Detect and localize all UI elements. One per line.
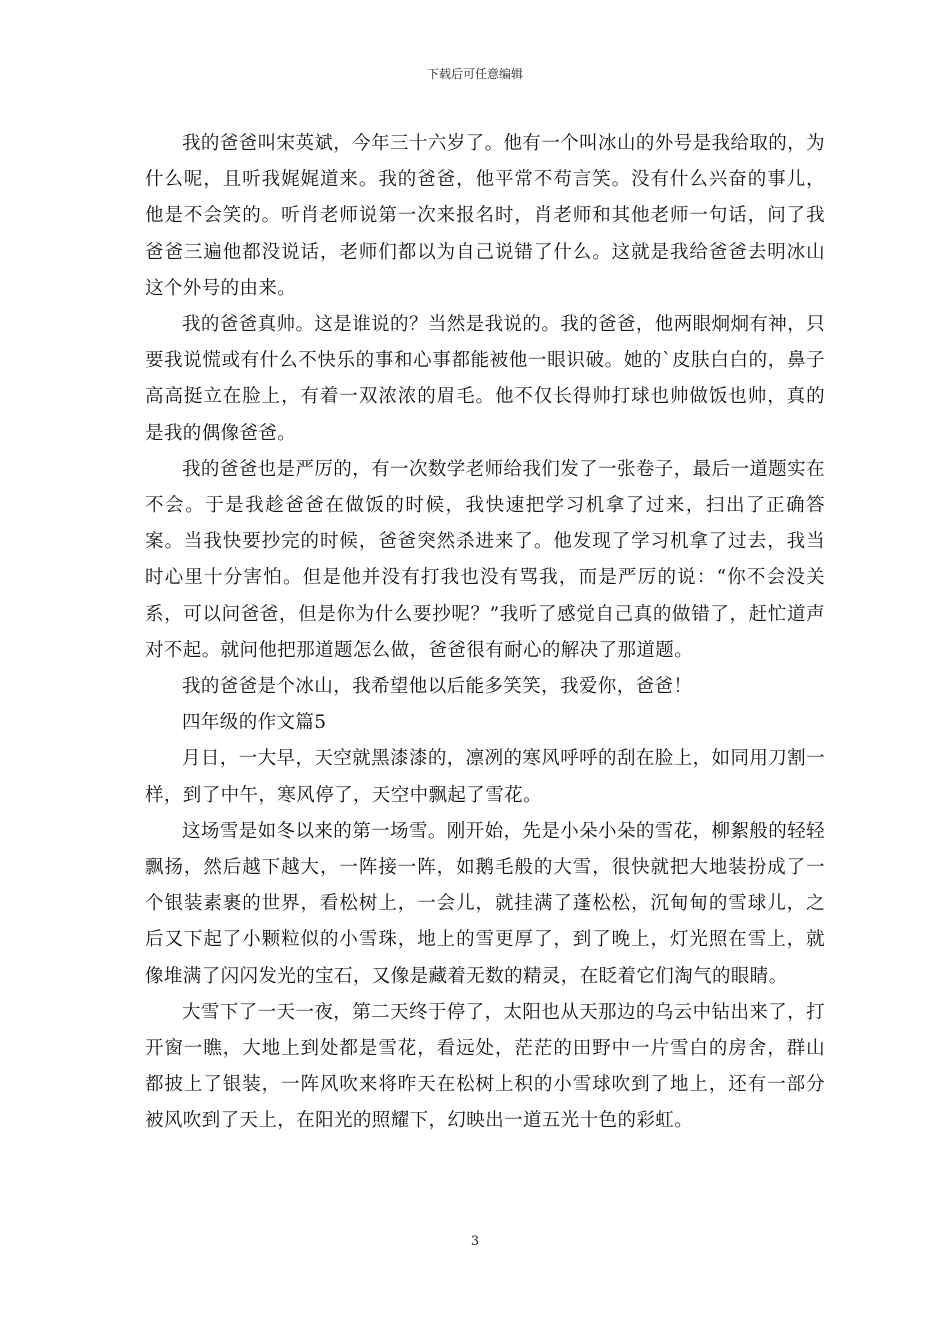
paragraph-4: 我的爸爸是个冰山，我希望他以后能多笑笑，我爱你，爸爸！ xyxy=(182,676,693,698)
paragraph-5: 月日，一大早，天空就黑漆漆的，凛冽的寒风呼呼的刮在脸上，如同用刀割一样，到了中午，寒风停了，天空中飘起了雪花。 xyxy=(145,748,825,806)
section-title: 四年级的作文篇5 xyxy=(182,712,327,734)
document-body xyxy=(145,126,825,1140)
paragraph-7: 大雪下了一天一夜，第二天终于停了，太阳也从天那边的乌云中钻出来了，打开窗一瞧，大地上到处都是雪花，看远处，茫茫的田野中一片雪白的房舍，群山都披上了银装，一阵风吹来将昨天在松树上积的小雪球吹到了地上，还有一部分被风吹到了天上，在阳光的照耀下，幻映出一道五光十色的彩虹。 xyxy=(145,1001,825,1132)
paragraph-1: 我的爸爸叫宋英斌，今年三十六岁了。他有一个叫冰山的外号是我给取的，为什么呢，且听我娓娓道来。我的爸爸，他平常不苟言笑。没有什么兴奋的事儿，他是不会笑的。听肖老师说第一次来报名时，肖老师和其他老师一句话，问了我爸爸三遍他都没说话，老师们都以为自己说错了什么。这就是我给爸爸去明冰山这个外号的由来。 xyxy=(145,133,825,299)
page-number: 3 xyxy=(470,1234,480,1249)
paragraph-6: 这场雪是如冬以来的第一场雪。刚开始，先是小朵小朵的雪花，柳絮般的轻轻飘扬，然后越下越大，一阵接一阵，如鹅毛般的大雪，很快就把大地装扮成了一个银装素裹的世界，看松树上，一会儿，就挂满了蓬松松，沉甸甸的雪球儿，之后又下起了小颗粒似的小雪珠，地上的雪更厚了，到了晚上，灯光照在雪上，就像堆满了闪闪发光的宝石，又像是藏着无数的精灵，在眨着它们淘气的眼睛。 xyxy=(145,820,825,987)
page-header: 下载后可任意编辑 xyxy=(426,67,523,81)
paragraph-2: 我的爸爸真帅。这是谁说的？当然是我说的。我的爸爸，他两眼炯炯有神，只要我说慌或有什么不快乐的事和心事都能被他一眼识破。她的`皮肤白白的，鼻子高高挺立在脸上，有着一双浓浓的眉毛。他不仅长得帅打球也帅做饭也帅，真的是我的偶像爸爸。 xyxy=(145,314,825,444)
paragraph-3: 我的爸爸也是严厉的，有一次数学老师给我们发了一张卷子，最后一道题实在不会。于是我趁爸爸在做饭的时候，我快速把学习机拿了过来，扫出了正确答案。当我快要抄完的时候，爸爸突然杀进来了。他发现了学习机拿了过去，我当时心里十分害怕。但是他并没有打我也没有骂我，而是严厉的说：“你不会没关系，可以问爸爸，但是你为什么要抄呢？”我听了感觉自己真的做错了，赶忙道声对不起。就问他把那道题怎么做，爸爸很有耐心的解决了那道题。 xyxy=(145,458,825,661)
